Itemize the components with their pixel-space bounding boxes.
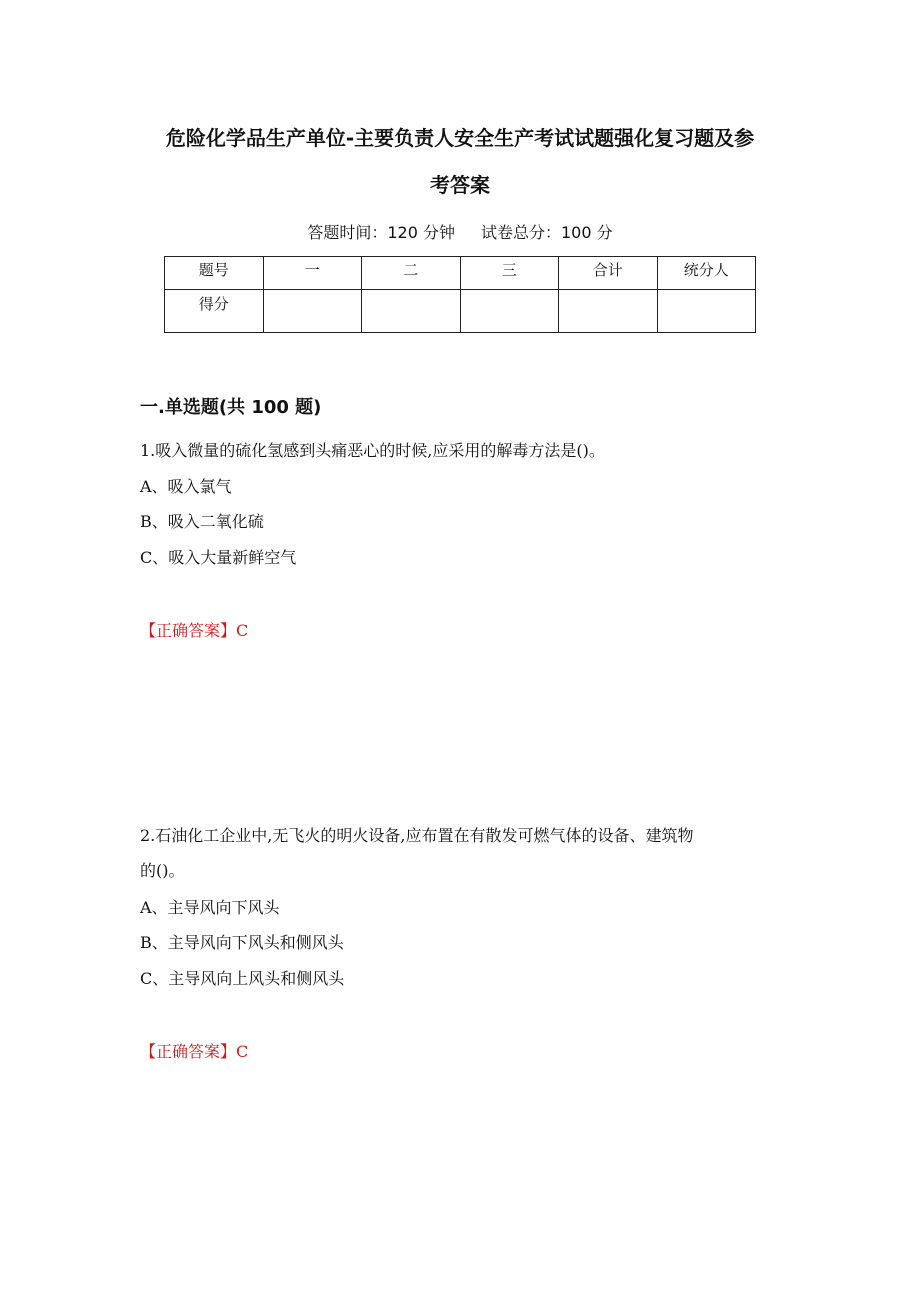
score-table-header-cell: 二 — [362, 257, 461, 290]
question-1-stem: 1.吸入微量的硫化氢感到头痛恶心的时候,应采用的解毒方法是()。 — [140, 441, 605, 460]
score-table-header-cell: 三 — [460, 257, 559, 290]
score-table-cell — [460, 290, 559, 333]
document-title-line-1: 危险化学品生产单位-主要负责人安全生产考试试题强化复习题及参 — [165, 126, 755, 150]
score-table-row — [165, 290, 756, 333]
answer-value: C — [236, 621, 249, 640]
document-title-line-2: 考答案 — [430, 173, 490, 197]
question-1-option-c: C、吸入大量新鲜空气 — [140, 548, 297, 567]
score-table-header-cell: 题号 — [165, 257, 264, 290]
question-1-answer — [140, 620, 248, 642]
question-2-stem-line-2: 的()。 — [140, 861, 185, 880]
exam-total-score: 试卷总分：100 分 — [481, 223, 613, 242]
score-table-row-label: 得分 — [165, 290, 264, 333]
question-1-option-a: A、吸入氯气 — [140, 477, 232, 496]
score-table-header-cell: 统分人 — [657, 257, 756, 290]
score-table-header-row — [165, 257, 756, 290]
question-2-stem-line-1: 2.石油化工企业中,无飞火的明火设备,应布置在有散发可燃气体的设备、建筑物 — [140, 826, 694, 845]
question-1-option-b: B、吸入二氧化硫 — [140, 512, 264, 531]
question-2-option-a: A、主导风向下风头 — [140, 898, 280, 917]
question-2-answer — [140, 1041, 248, 1063]
section-heading: 一.单选题(共 100 题) — [140, 397, 322, 418]
score-table-cell — [559, 290, 658, 333]
score-table-cell — [657, 290, 756, 333]
score-table — [164, 256, 756, 333]
exam-time: 答题时间：120 分钟 — [307, 223, 455, 242]
answer-label: 【正确答案】 — [140, 621, 237, 640]
exam-meta — [0, 222, 920, 244]
question-2-option-c: C、主导风向上风头和侧风头 — [140, 969, 345, 988]
answer-label: 【正确答案】 — [140, 1042, 237, 1061]
score-table-header-cell: 合计 — [559, 257, 658, 290]
score-table-header-cell: 一 — [263, 257, 362, 290]
score-table-cell — [362, 290, 461, 333]
answer-value: C — [236, 1042, 249, 1061]
score-table-cell — [263, 290, 362, 333]
question-2-option-b: B、主导风向下风头和侧风头 — [140, 933, 344, 952]
